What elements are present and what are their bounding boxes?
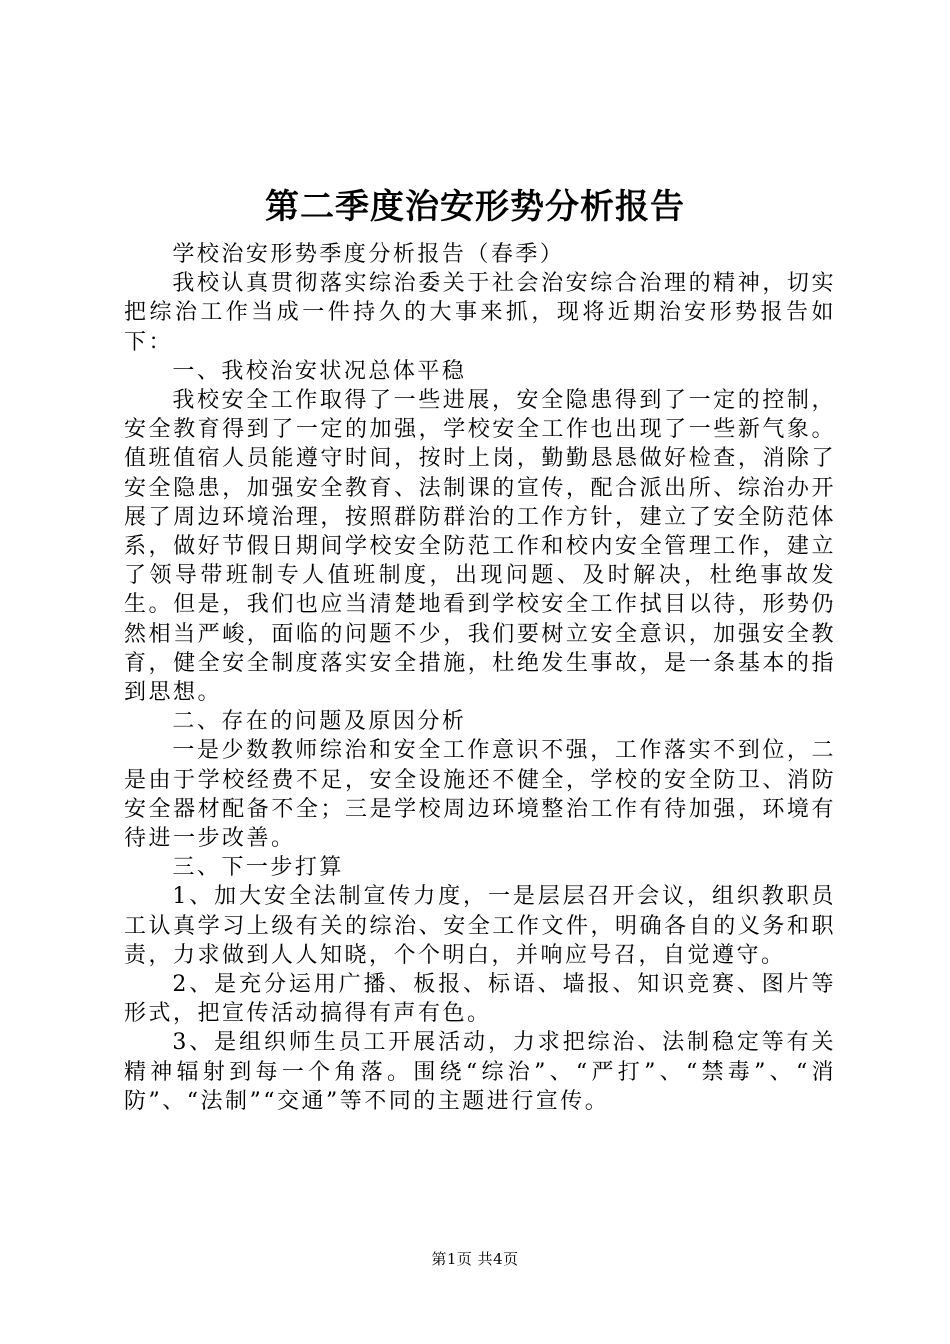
intro-paragraph: 我校认真贯彻落实综治委关于社会治安综合治理的精神，切实把综治工作当成一件持久的大事来抓，现将近期治安形势报告如下： <box>124 271 836 355</box>
page-number-footer: 第1页 共4页 <box>431 1250 519 1268</box>
section-2-paragraph: 一是少数教师综治和安全工作意识不强，工作落实不到位，二是由于学校经费不足，安全设施还不健全，学校的安全防卫、消防安全器材配备不全；三是学校周边环境整治工作有待加强，环境有待进一步改善。 <box>124 738 836 852</box>
plan-item-3: 3、是组织师生员工开展活动，力求把综治、法制稳定等有关精神辐射到每一个角落。围绕“综治”、“严打”、“禁毒”、“消防”、“法制”“交通”等不同的主题进行宣传。 <box>124 1030 836 1114</box>
plan-item-2: 2、是充分运用广播、板报、标语、墙报、知识竞赛、图片等形式，把宣传活动搞得有声有色。 <box>124 972 836 1027</box>
section-heading-1: 一、我校治安状况总体平稳 <box>172 358 467 384</box>
plan-item-1: 1、加大安全法制宣传力度，一是层层召开会议，组织教职员工认真学习上级有关的综治、安全工作文件，明确各自的义务和职责，力求做到人人知晓，个个明白，并响应号召，自觉遵守。 <box>124 884 836 968</box>
subtitle-paragraph: 学校治安形势季度分析报告（春季） <box>172 242 565 267</box>
section-heading-3: 三、下一步打算 <box>172 855 344 881</box>
document-body <box>124 240 836 1116</box>
document-title: 第二季度治安形势分析报告 <box>265 187 685 227</box>
section-heading-2: 二、存在的问题及原因分析 <box>172 709 467 735</box>
section-1-paragraph: 我校安全工作取得了一些进展，安全隐患得到了一定的控制，安全教育得到了一定的加强，学校安全工作也出现了一些新气象。值班值宿人员能遵守时间，按时上岗，勤勤恳恳做好检查，消除了安全隐患，加强安全教育、法制课的宣传，配合派出所、综治办开展了周边环境治理，按照群防群治的工作方针，建立了安全防范体系，做好节假日期间学校安全防范工作和校内安全管理工作，建立了领导带班制专人值班制度，出现问题、及时解决，杜绝事故发生。但是，我们也应当清楚地看到学校安全工作拭目以待，形势仍然相当严峻，面临的问题不少，我们要树立安全意识，加强安全教育，健全安全制度落实安全措施，杜绝发生事故，是一条基本的指到思想。 <box>124 388 836 706</box>
